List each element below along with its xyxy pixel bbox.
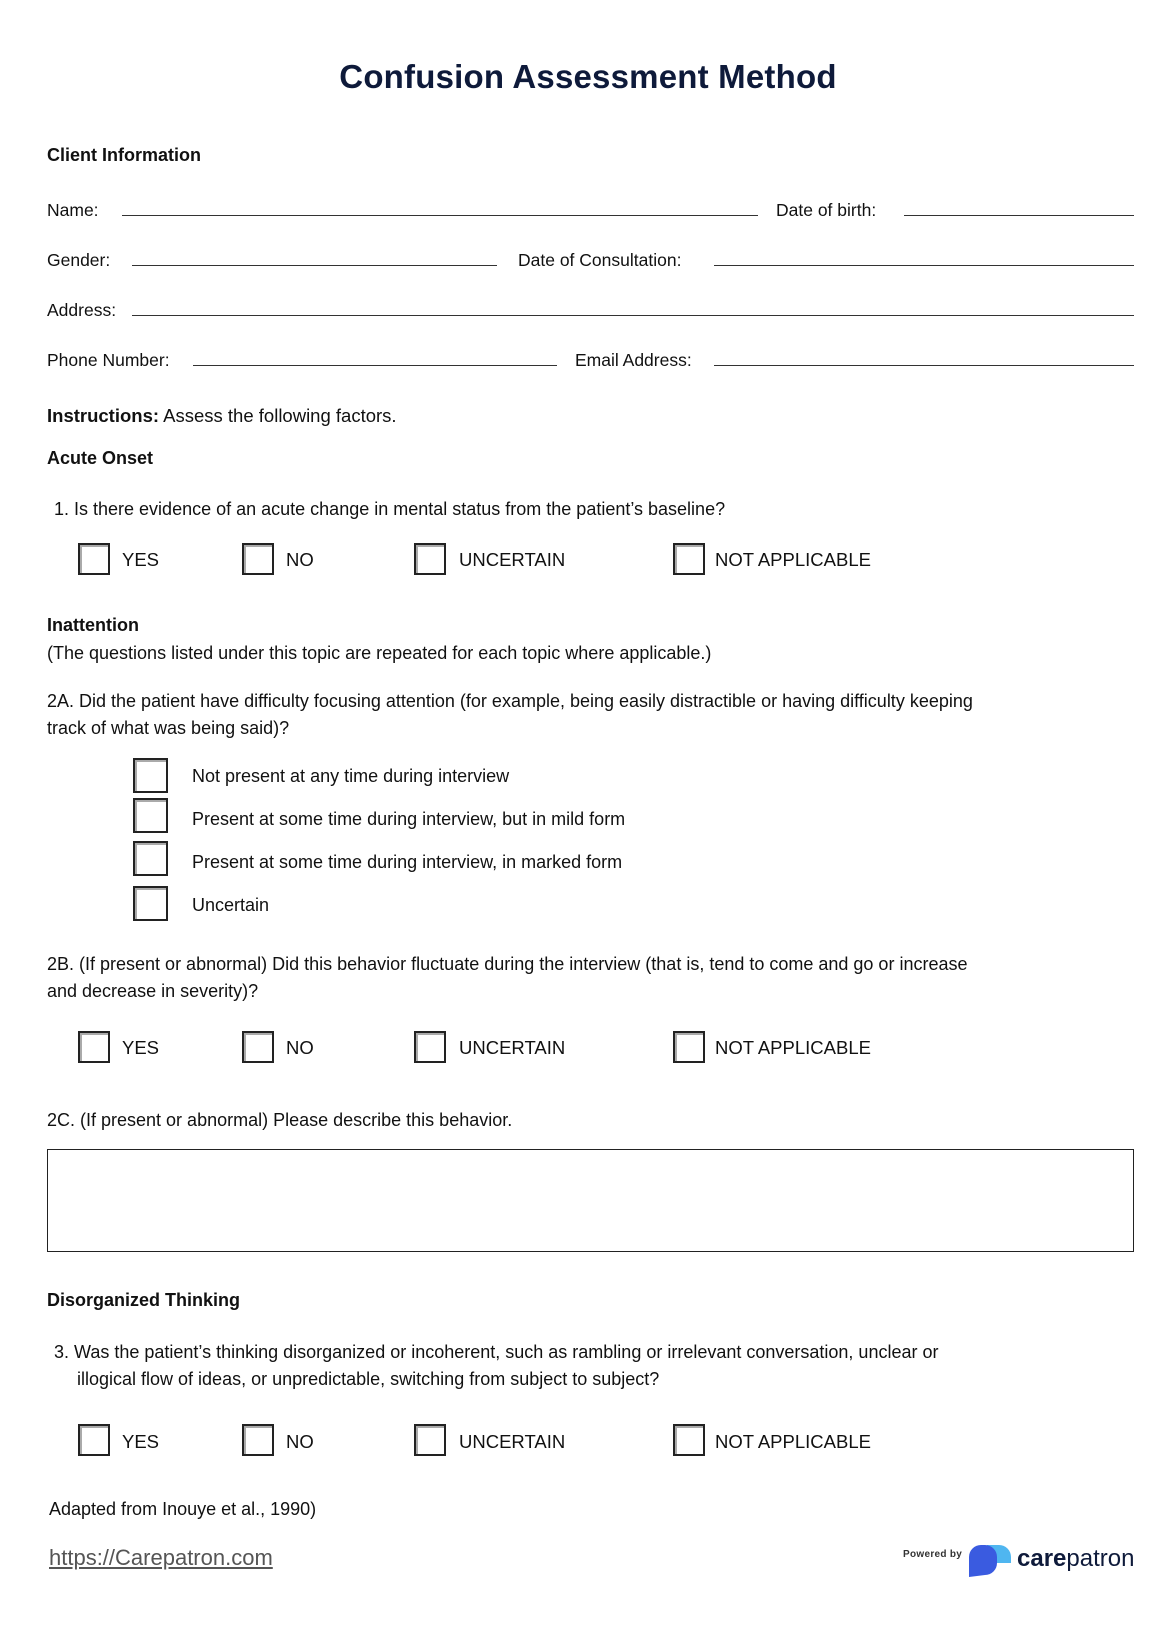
question-3-line1: 3. Was the patient’s thinking disorganized or incoherent, such as rambling or irrelevant conversation, unclear or <box>54 1342 939 1362</box>
q2a-uncertain-label: Uncertain <box>192 895 270 915</box>
q3-not-applicable-checkbox[interactable] <box>673 1424 705 1456</box>
question-2b-line2: and decrease in severity)? <box>47 981 259 1001</box>
q2a-not-present-label: Not present at any time during interview <box>192 766 510 786</box>
q3-not-applicable-label: NOT APPLICABLE <box>715 1431 871 1452</box>
question-1: 1. Is there evidence of an acute change in mental status from the patient’s baseline? <box>54 499 726 519</box>
consultation-date-label: Date of Consultation: <box>518 250 682 270</box>
q2c-description-textarea[interactable] <box>47 1149 1134 1252</box>
question-2a-line2: track of what was being said)? <box>47 718 290 738</box>
name-field[interactable] <box>122 215 758 216</box>
q3-no-label: NO <box>286 1431 314 1452</box>
consultation-date-field[interactable] <box>714 265 1134 266</box>
address-label: Address: <box>47 300 117 320</box>
q2a-marked-label: Present at some time during interview, in marked form <box>192 852 623 872</box>
q2a-mild-label: Present at some time during interview, but in mild form <box>192 809 626 829</box>
inattention-note: (The questions listed under this topic are repeated for each topic where applicable.) <box>47 643 712 663</box>
q1-no-label: NO <box>286 549 314 570</box>
question-3-line2: illogical flow of ideas, or unpredictable, switching from subject to subject? <box>77 1369 660 1389</box>
q1-yes-label: YES <box>122 549 160 570</box>
q2b-not-applicable-checkbox[interactable] <box>673 1031 705 1063</box>
q2b-uncertain-label: UNCERTAIN <box>459 1037 566 1058</box>
page-title: Confusion Assessment Method <box>339 58 837 95</box>
question-2a-line1: 2A. Did the patient have difficulty focusing attention (for example, being easily distractible or having difficulty keeping <box>47 691 973 711</box>
q3-yes-checkbox[interactable] <box>78 1424 110 1456</box>
brand-rest: patron <box>1066 1545 1135 1572</box>
brand-bold: care <box>1017 1545 1067 1572</box>
dob-label: Date of birth: <box>776 200 877 220</box>
name-label: Name: <box>47 200 99 220</box>
q2b-yes-label: YES <box>122 1037 160 1058</box>
question-2b-line1: 2B. (If present or abnormal) Did this behavior fluctuate during the interview (that is, tend to come and go or increase <box>47 954 968 974</box>
client-info-heading: Client Information <box>47 145 201 165</box>
citation: Adapted from Inouye et al., 1990) <box>49 1499 317 1519</box>
email-label: Email Address: <box>575 350 692 370</box>
powered-by-label: Powered by <box>903 1549 963 1560</box>
q2a-not-present-checkbox[interactable] <box>133 758 168 793</box>
instructions-label: Instructions: <box>47 405 160 426</box>
q1-yes-checkbox[interactable] <box>78 543 110 575</box>
q2b-uncertain-checkbox[interactable] <box>414 1031 446 1063</box>
q3-no-checkbox[interactable] <box>242 1424 274 1456</box>
phone-label: Phone Number: <box>47 350 170 370</box>
address-field[interactable] <box>132 315 1134 316</box>
q2a-uncertain-checkbox[interactable] <box>133 886 168 921</box>
carepatron-brand <box>1017 1545 1134 1573</box>
q1-no-checkbox[interactable] <box>242 543 274 575</box>
instructions <box>47 405 397 427</box>
q2b-yes-checkbox[interactable] <box>78 1031 110 1063</box>
email-field[interactable] <box>714 365 1134 366</box>
q3-yes-label: YES <box>122 1431 160 1452</box>
disorganized-thinking-heading: Disorganized Thinking <box>47 1290 241 1310</box>
acute-onset-heading: Acute Onset <box>47 448 154 468</box>
q3-uncertain-label: UNCERTAIN <box>459 1431 566 1452</box>
q2a-marked-checkbox[interactable] <box>133 841 168 876</box>
q1-uncertain-label: UNCERTAIN <box>459 549 566 570</box>
q2b-no-label: NO <box>286 1037 314 1058</box>
q1-uncertain-checkbox[interactable] <box>414 543 446 575</box>
q1-not-applicable-label: NOT APPLICABLE <box>715 549 871 570</box>
gender-label: Gender: <box>47 250 111 270</box>
q2b-no-checkbox[interactable] <box>242 1031 274 1063</box>
carepatron-logo-icon <box>967 1543 1015 1577</box>
q2b-not-applicable-label: NOT APPLICABLE <box>715 1037 871 1058</box>
carepatron-link[interactable]: https://Carepatron.com <box>49 1545 273 1570</box>
dob-field[interactable] <box>904 215 1134 216</box>
q3-uncertain-checkbox[interactable] <box>414 1424 446 1456</box>
instructions-text: Assess the following factors. <box>159 405 397 426</box>
inattention-heading: Inattention <box>47 615 139 635</box>
q1-not-applicable-checkbox[interactable] <box>673 543 705 575</box>
gender-field[interactable] <box>132 265 497 266</box>
phone-field[interactable] <box>193 365 557 366</box>
q2a-mild-checkbox[interactable] <box>133 798 168 833</box>
question-2c: 2C. (If present or abnormal) Please describe this behavior. <box>47 1110 513 1130</box>
